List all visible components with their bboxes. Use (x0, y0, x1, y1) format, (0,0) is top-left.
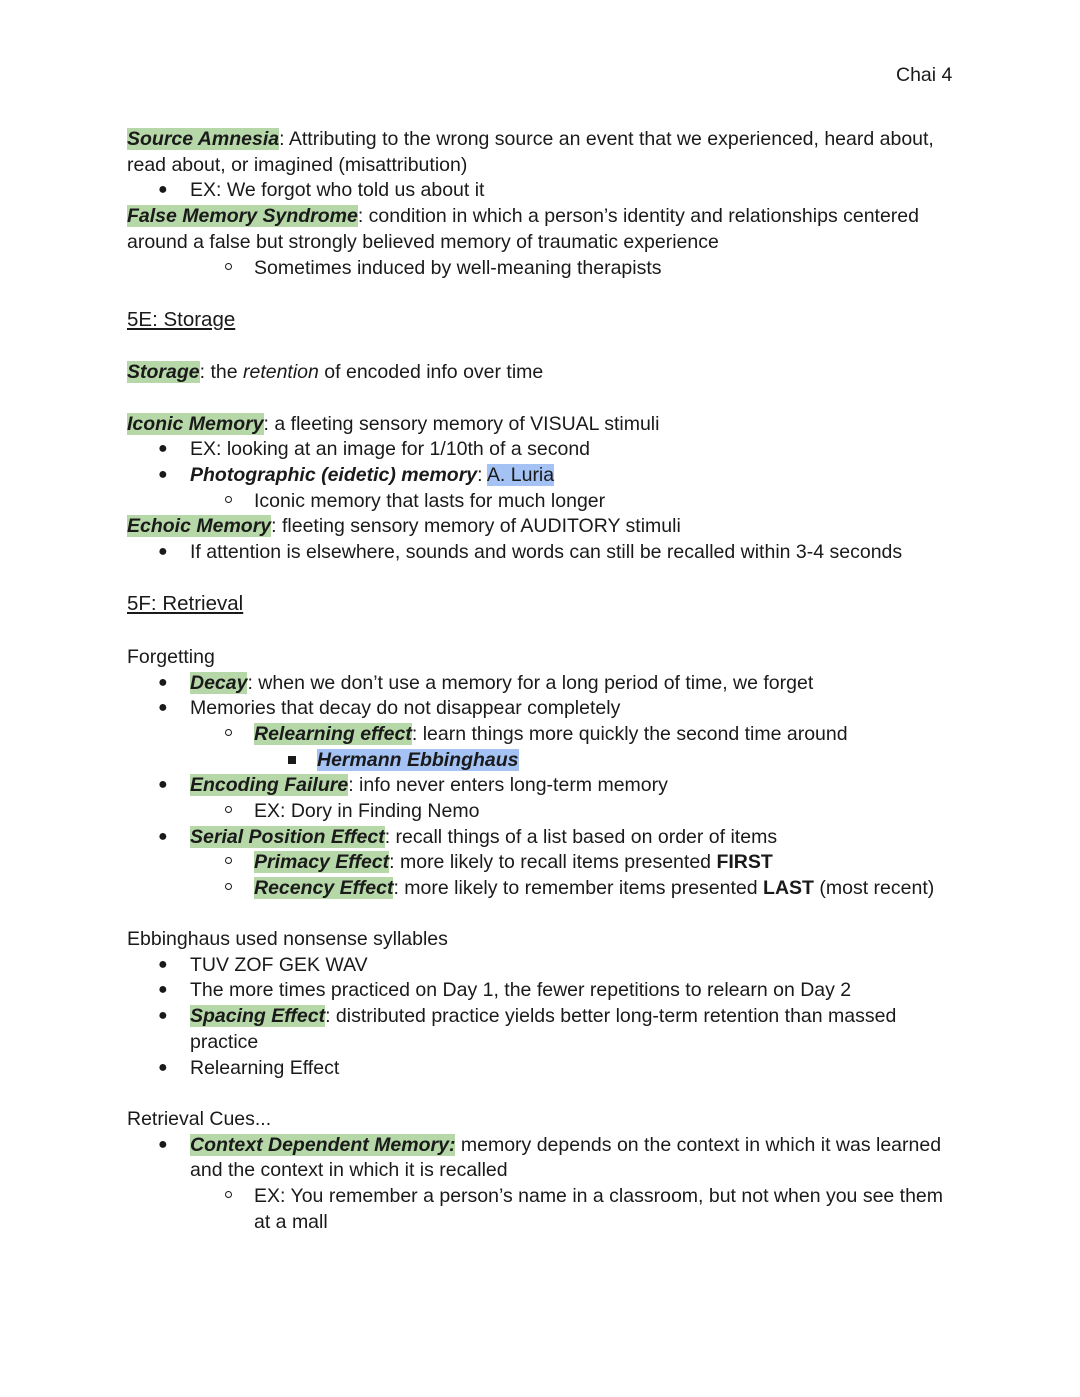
hollow-bullet-icon (225, 883, 232, 890)
relearning-term: Relearning effect (254, 723, 412, 745)
relearning-def: : learn things more quickly the second time around (411, 723, 848, 745)
bullet-dot-icon: ● (158, 956, 168, 973)
bullet-dot-icon: ● (158, 1059, 168, 1076)
context-def: memory depends on the context in which it was learned (455, 1134, 942, 1156)
context-example-cont: at a mall (254, 1211, 328, 1233)
relearning-item: Relearning Effect (190, 1057, 340, 1079)
hollow-bullet-icon (225, 857, 232, 864)
retrieval-cues-label: Retrieval Cues... (127, 1108, 272, 1130)
serial-def: : recall things of a list based on order of items (384, 826, 778, 848)
storage-term: Storage (127, 361, 200, 383)
bullet-dot-icon: ● (158, 699, 168, 716)
storage-line (127, 359, 543, 385)
recency-tail: (most recent) (813, 877, 935, 899)
echoic-line (127, 513, 681, 539)
iconic-line (127, 411, 659, 437)
false-memory-note: Sometimes induced by well-meaning therapists (254, 257, 662, 279)
echoic-note: If attention is elsewhere, sounds and words can still be recalled within 3-4 seconds (190, 541, 903, 563)
storage-def-retention: retention (242, 361, 319, 383)
echoic-term: Echoic Memory (127, 515, 272, 537)
relearning-line (254, 721, 848, 747)
source-amnesia-example: EX: We forgot who told us about it (190, 179, 485, 201)
serial-line (190, 824, 777, 850)
iconic-example: EX: looking at an image for 1/10th of a second (190, 438, 591, 460)
decay-term: Decay (190, 672, 248, 694)
iconic-def: : a fleeting sensory memory of VISUAL stimuli (263, 413, 660, 435)
forgetting-label: Forgetting (127, 646, 215, 668)
ebbinghaus-name: Hermann Ebbinghaus (317, 749, 519, 771)
context-def-cont: and the context in which it is recalled (190, 1159, 508, 1181)
spacing-def-cont: practice (190, 1031, 259, 1053)
recency-last: LAST (763, 877, 814, 899)
context-term: Context Dependent Memory: (190, 1134, 456, 1156)
bullet-dot-icon: ● (158, 981, 168, 998)
bullet-dot-icon: ● (158, 1136, 168, 1153)
source-amnesia-term: Source Amnesia (127, 128, 280, 150)
photographic-name: A. Luria (486, 464, 555, 486)
photographic-line (190, 462, 554, 488)
false-memory-def-cont: around a false but strongly believed memory of traumatic experience (127, 231, 719, 253)
false-memory-line (127, 203, 919, 229)
context-line (190, 1132, 941, 1158)
hollow-bullet-icon (225, 729, 232, 736)
retrieval-heading: 5F: Retrieval (127, 592, 244, 615)
storage-heading: 5E: Storage (127, 308, 236, 331)
syllables: TUV ZOF GEK WAV (190, 954, 368, 976)
primacy-line (254, 849, 773, 875)
false-memory-term: False Memory Syndrome (127, 205, 358, 227)
hollow-bullet-icon (225, 263, 232, 270)
encoding-def: : info never enters long-term memory (348, 774, 668, 796)
bullet-dot-icon: ● (158, 181, 168, 198)
encoding-term: Encoding Failure (190, 774, 349, 796)
spacing-term: Spacing Effect (190, 1005, 326, 1027)
primacy-term: Primacy Effect (254, 851, 390, 873)
source-amnesia-def: : Attributing to the wrong source an event that we experienced, heard about, (279, 128, 934, 150)
hollow-bullet-icon (225, 496, 232, 503)
encoding-example: EX: Dory in Finding Nemo (254, 800, 480, 822)
recency-line (254, 875, 934, 901)
square-bullet-icon (288, 756, 296, 764)
ebbinghaus-intro: Ebbinghaus used nonsense syllables (127, 928, 448, 950)
decay-def: : when we don’t use a memory for a long period of time, we forget (247, 672, 814, 694)
spacing-def: : distributed practice yields better long-term retention than massed (325, 1005, 897, 1027)
bullet-dot-icon: ● (158, 440, 168, 457)
bullet-dot-icon: ● (158, 1007, 168, 1024)
practice-note: The more times practiced on Day 1, the fewer repetitions to relearn on Day 2 (190, 979, 852, 1001)
serial-term: Serial Position Effect (190, 826, 385, 848)
source-amnesia-def-cont: read about, or imagined (misattribution) (127, 154, 468, 176)
bullet-dot-icon: ● (158, 466, 168, 483)
decay-note: Memories that decay do not disappear completely (190, 697, 621, 719)
primacy-first: FIRST (716, 851, 773, 873)
primacy-def: : more likely to recall items presented (389, 851, 717, 873)
bullet-dot-icon: ● (158, 543, 168, 560)
echoic-def: : fleeting sensory memory of AUDITORY stimuli (271, 515, 681, 537)
false-memory-def: : condition in which a person’s identity and relationships centered (357, 205, 919, 227)
recency-term: Recency Effect (254, 877, 394, 899)
photographic-sep: : (477, 464, 487, 486)
bullet-dot-icon: ● (158, 674, 168, 691)
hollow-bullet-icon (225, 1191, 232, 1198)
spacing-line (190, 1003, 896, 1029)
source-amnesia-line (127, 126, 934, 152)
ebbinghaus-line (317, 747, 519, 773)
storage-def-c: of encoded info over time (318, 361, 544, 383)
encoding-line (190, 772, 668, 798)
storage-def-a: : the (199, 361, 243, 383)
hollow-bullet-icon (225, 806, 232, 813)
photographic-note: Iconic memory that lasts for much longer (254, 490, 606, 512)
bullet-dot-icon: ● (158, 828, 168, 845)
bullet-dot-icon: ● (158, 776, 168, 793)
photographic-term: Photographic (eidetic) memory (190, 464, 478, 486)
context-example: EX: You remember a person’s name in a classroom, but not when you see them (254, 1185, 944, 1207)
iconic-term: Iconic Memory (127, 413, 264, 435)
recency-def: : more likely to remember items presented (393, 877, 764, 899)
page-label: Chai 4 (896, 64, 953, 86)
decay-line (190, 670, 813, 696)
